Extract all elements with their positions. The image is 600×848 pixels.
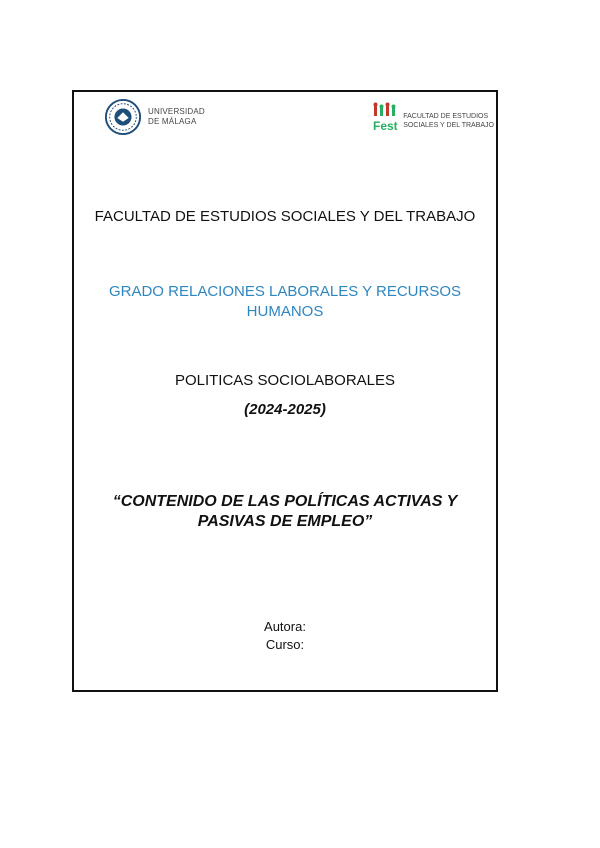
fest-figures-icon	[372, 102, 400, 132]
degree-line1: GRADO RELACIONES LABORALES Y RECURSOS	[108, 283, 462, 300]
cover-frame	[72, 90, 498, 692]
degree-line2: HUMANOS	[246, 303, 324, 320]
faculty-name: FACULTAD DE ESTUDIOS SOCIALES Y DEL TRABAJO	[94, 208, 476, 225]
document-title	[74, 492, 496, 532]
title-line1: “CONTENIDO DE LAS POLÍTICAS ACTIVAS Y	[112, 493, 458, 510]
university-logo	[104, 98, 205, 136]
fest-logo	[372, 102, 494, 132]
author-label: Autora:	[264, 619, 306, 634]
university-name-line1: UNIVERSIDAD	[148, 107, 205, 116]
fest-name-line2: SOCIALES Y DEL TRABAJO	[403, 122, 494, 129]
subject-name: POLITICAS SOCIOLABORALES	[174, 372, 396, 389]
fest-brand-text: Fest	[373, 119, 398, 132]
university-name-line2: DE MÁLAGA	[148, 117, 197, 126]
degree-name	[74, 282, 496, 322]
academic-year: (2024-2025)	[244, 401, 326, 418]
fest-name-line1: FACULTAD DE ESTUDIOS	[403, 113, 489, 120]
author-block	[74, 618, 496, 654]
course-label: Curso:	[265, 637, 305, 652]
title-line2: PASIVAS DE EMPLEO”	[197, 513, 373, 530]
university-seal-icon	[104, 98, 142, 136]
